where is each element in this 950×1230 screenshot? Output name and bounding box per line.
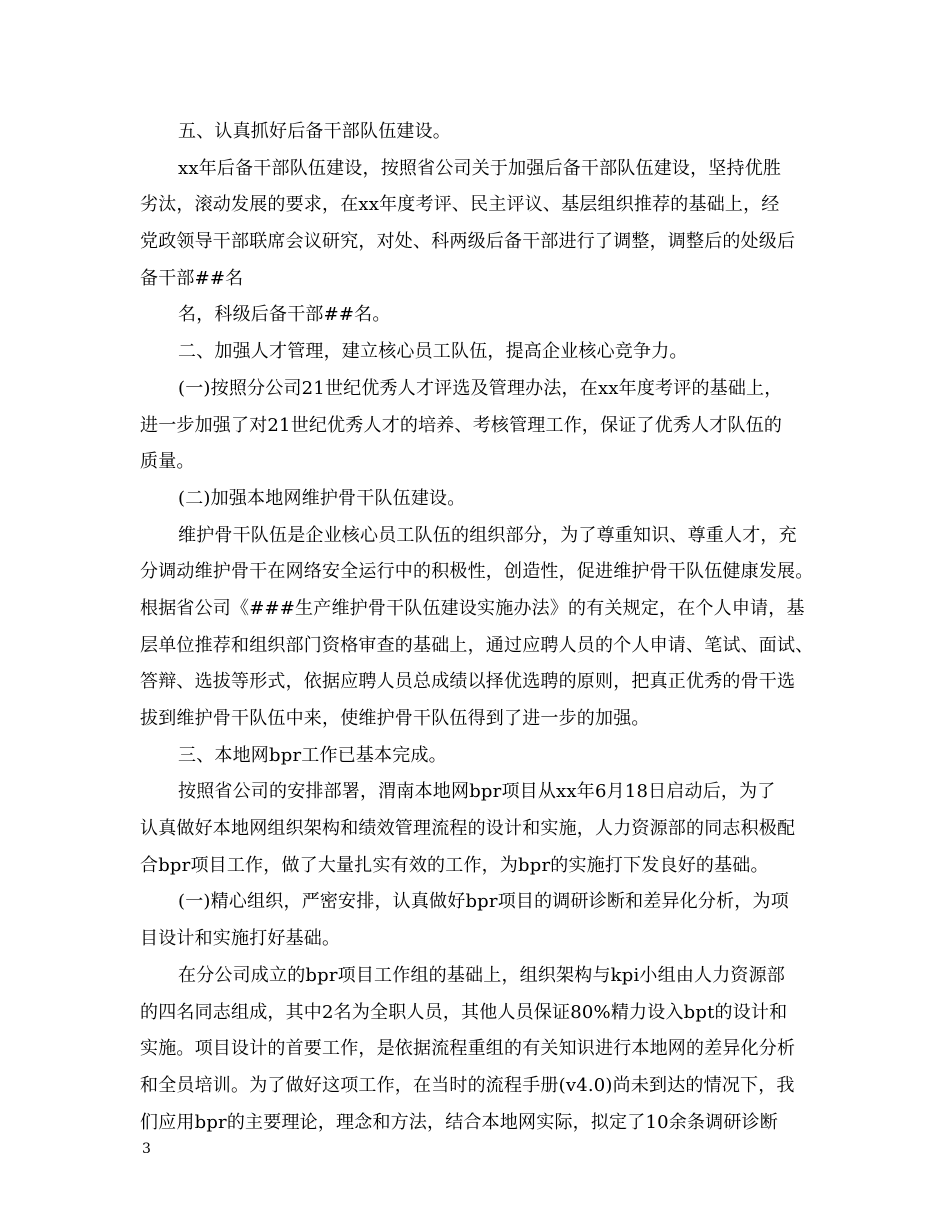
text-line: 质量。 (140, 451, 195, 473)
text-line: 党政领导干部联席会议研究，对处、科两级后备干部进行了调整，调整后的处级后 (140, 231, 796, 253)
text-line: 和全员培训。为了做好这项工作，在当时的流程手册(v4.0)尚未到达的情况下，我 (140, 1074, 795, 1096)
text-line: 认真做好本地网组织架构和绩效管理流程的设计和实施，人力资源部的同志积极配 (140, 818, 796, 840)
text-line: 层单位推荐和组织部门资格审查的基础上，通过应聘人员的个人申请、笔试、面试、 (140, 634, 814, 656)
text-line: 五、认真抓好后备干部队伍建设。 (178, 121, 451, 142)
text-line: (一)精心组织，严密安排，认真做好bpr项目的调研诊断和差异化分析，为项 (178, 891, 789, 913)
text-line: 分调动维护骨干在网络安全运行中的积极性，创造性，促进维护骨干队伍健康发展。 (140, 561, 814, 583)
text-line: 的四名同志组成，其中2名为全职人员，其他人员保证80%精力设入bpt的设计和 (140, 1001, 788, 1023)
text-line: 进一步加强了对21世纪优秀人才的培养、考核管理工作，保证了优秀人才队伍的 (140, 414, 783, 436)
page-number: 3 (142, 1141, 151, 1157)
text-line: 们应用bpr的主要理论，理念和方法，结合本地网实际，拟定了10余条调研诊断 (140, 1111, 778, 1133)
text-line: (二)加强本地网维护骨干队伍建设。 (178, 487, 466, 509)
text-line: 合bpr项目工作，做了大量扎实有效的工作，为bpr的实施打下发良好的基础。 (140, 854, 769, 876)
text-line: 拔到维护骨干队伍中来，使维护骨干队伍得到了进一步的加强。 (140, 708, 650, 729)
text-line: 按照省公司的安排部署，渭南本地网bpr项目从xx年6月18日启动后，为了 (178, 781, 776, 803)
text-line: 名，科级后备干部##名。 (178, 304, 391, 326)
body-text (140, 114, 814, 1141)
text-line: 根据省公司《###生产维护骨干队伍建设实施办法》的有关规定，在个人申请，基 (140, 597, 805, 619)
text-line: 目设计和实施打好基础。 (140, 928, 341, 950)
text-line: xx年后备干部队伍建设，按照省公司关于加强后备干部队伍建设，坚持优胜 (178, 157, 782, 179)
text-line: 劣汰，滚动发展的要求，在xx年度考评、民主评议、基层组织推荐的基础上，经 (140, 194, 780, 216)
text-line: (一)按照分公司21世纪优秀人才评选及管理办法，在xx年度考评的基础上， (178, 377, 783, 399)
text-line: 维护骨干队伍是企业核心员工队伍的组织部分，为了尊重知识、尊重人才，充 (178, 524, 797, 546)
text-line: 备干部##名 (140, 267, 244, 289)
text-line: 在分公司成立的bpr项目工作组的基础上，组织架构与kpi小组由人力资源部 (178, 964, 786, 986)
text-line: 答辩、选拔等形式，依据应聘人员总成绩以择优选聘的原则，把真正优秀的骨干选 (140, 671, 796, 693)
text-line: 二、加强人才管理，建立核心员工队伍，提高企业核心竞争力。 (178, 341, 688, 363)
text-line: 三、本地网bpr工作已基本完成。 (178, 744, 447, 766)
text-line: 实施。项目设计的首要工作，是依据流程重组的有关知识进行本地网的差异化分析 (140, 1038, 796, 1060)
